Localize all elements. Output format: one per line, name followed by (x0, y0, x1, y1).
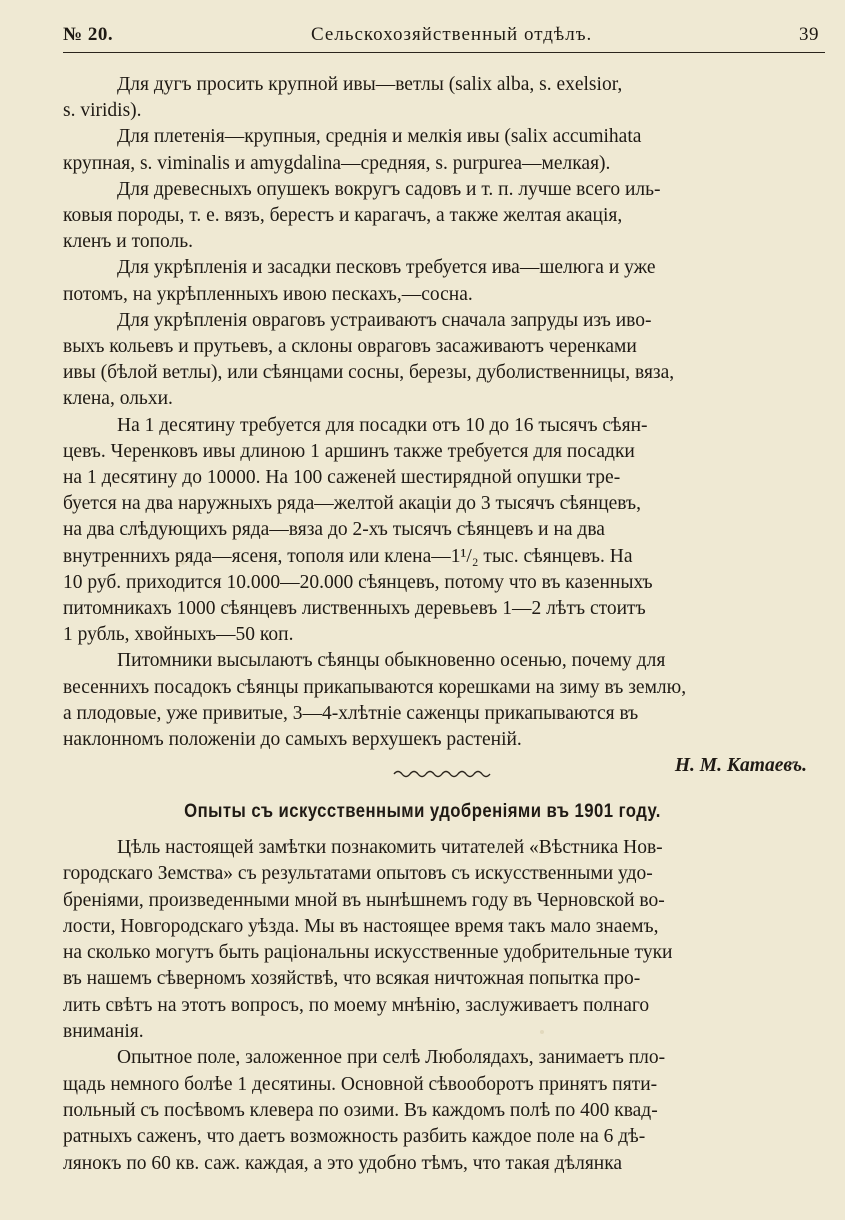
paragraph: Опытное поле, заложенное при селѣ Люболядахъ, занимаетъ пло- щадь немного болѣе 1 десятины. Основной сѣвооборотъ принятъ пяти- польный съ посѣвомъ клевера по озими. Въ каждомъ полѣ по 400 квад- ратныхъ саженъ, что даетъ возможность разбить каждое поле на 6 дѣ- лянокъ по 60 кв. саж. каждая, а это удобно тѣмъ, что такая дѣлянка (63, 1047, 666, 1174)
paragraph: Цѣль настоящей замѣтки познакомить читателей «Вѣстника Нов- городскаго Земства» съ результатами опытовъ съ искусственными удо- бреніями, произведенными мной въ нынѣшнемъ году въ Черновской во- лости, Новгородскаго уѣзда. Мы въ настоящее время такъ мало знаемъ, на сколько могутъ быть раціональны искусственные удобрительные туки въ нашемъ сѣверномъ хозяйствѣ, что всякая ничтожная попытка про- лить свѣтъ на этотъ вопросъ, по моему мнѣнію, заслуживаетъ полнаго вниманія. (63, 837, 673, 1043)
article-text (63, 835, 825, 1177)
paragraph: Для укрѣпленія овраговъ устраиваютъ сначала запруды изъ иво- выхъ кольевъ и прутьевъ, а склоны овраговъ засаживаютъ черенками ивы (бѣлой ветлы), или сѣянцами сосны, березы, дуболиственницы, вяза, клена, ольхи. (63, 309, 675, 410)
divider-ornament (392, 767, 492, 781)
paragraph: Для дугъ просить крупной ивы—ветлы (salix alba, s. exelsior, s. viridis). (63, 74, 623, 122)
section-text (63, 72, 825, 779)
paragraph: На 1 десятину требуется для посадки отъ 10 до 16 тысячъ сѣян- цевъ. Черенковъ ивы длиною 1 аршинъ также требуется для посадки на 1 десятину до 10000. На 100 саженей шестирядной опушки тре- буется на два наружныхъ ряда—желтой акаціи до 3 тысячъ сѣянцевъ, на два слѣдующихъ ряда—вяза до 2-хъ тысячъ сѣянцевъ и на два внутреннихъ ряда—ясеня, тополя или клена—1¹/₂ тыс. сѣянцевъ. На 10 руб. приходится 10.000—20.000 сѣянцевъ, потому что въ казенныхъ питомникахъ 1000 сѣянцевъ лиственныхъ деревьевъ 1—2 лѣтъ стоитъ 1 рубль, хвойныхъ—50 коп. (63, 414, 653, 646)
paragraph: Для плетенія—крупныя, среднія и мелкія ивы (salix accumihata крупная, s. viminalis и amygdalina—средняя, s. purpurea—мелкая). (63, 126, 642, 174)
paragraph: Для древесныхъ опушекъ вокругъ садовъ и т. п. лучше всего иль- ковыя породы, т. е. вязъ, берестъ и карагачъ, а также желтая акація, кленъ и тополь. (63, 178, 661, 253)
page-number: 39 (799, 24, 819, 45)
paragraph: Питомники высылаютъ сѣянцы обыкновенно осенью, почему для весеннихъ посадокъ сѣянцы прикапываются корешками на зиму въ землю, а плодовые, уже привитые, 3—4-хлѣтніе саженцы прикапываются въ наклонномъ положеніи до самыхъ верхушекъ растеній. (63, 650, 687, 751)
section-title: Сельскохозяйственный отдѣлъ. (311, 24, 593, 45)
running-header (63, 22, 825, 53)
paragraph: Для укрѣпленія и засадки песковъ требуется ива—шелюга и уже потомъ, на укрѣпленныхъ ивою пескахъ,—сосна. (63, 257, 656, 305)
issue-number: № 20. (63, 24, 114, 45)
author-signature: Н. М. Катаевъ. (674, 755, 807, 777)
article-title: Опыты съ искусственными удобреніями въ 1901 году. (184, 801, 661, 822)
